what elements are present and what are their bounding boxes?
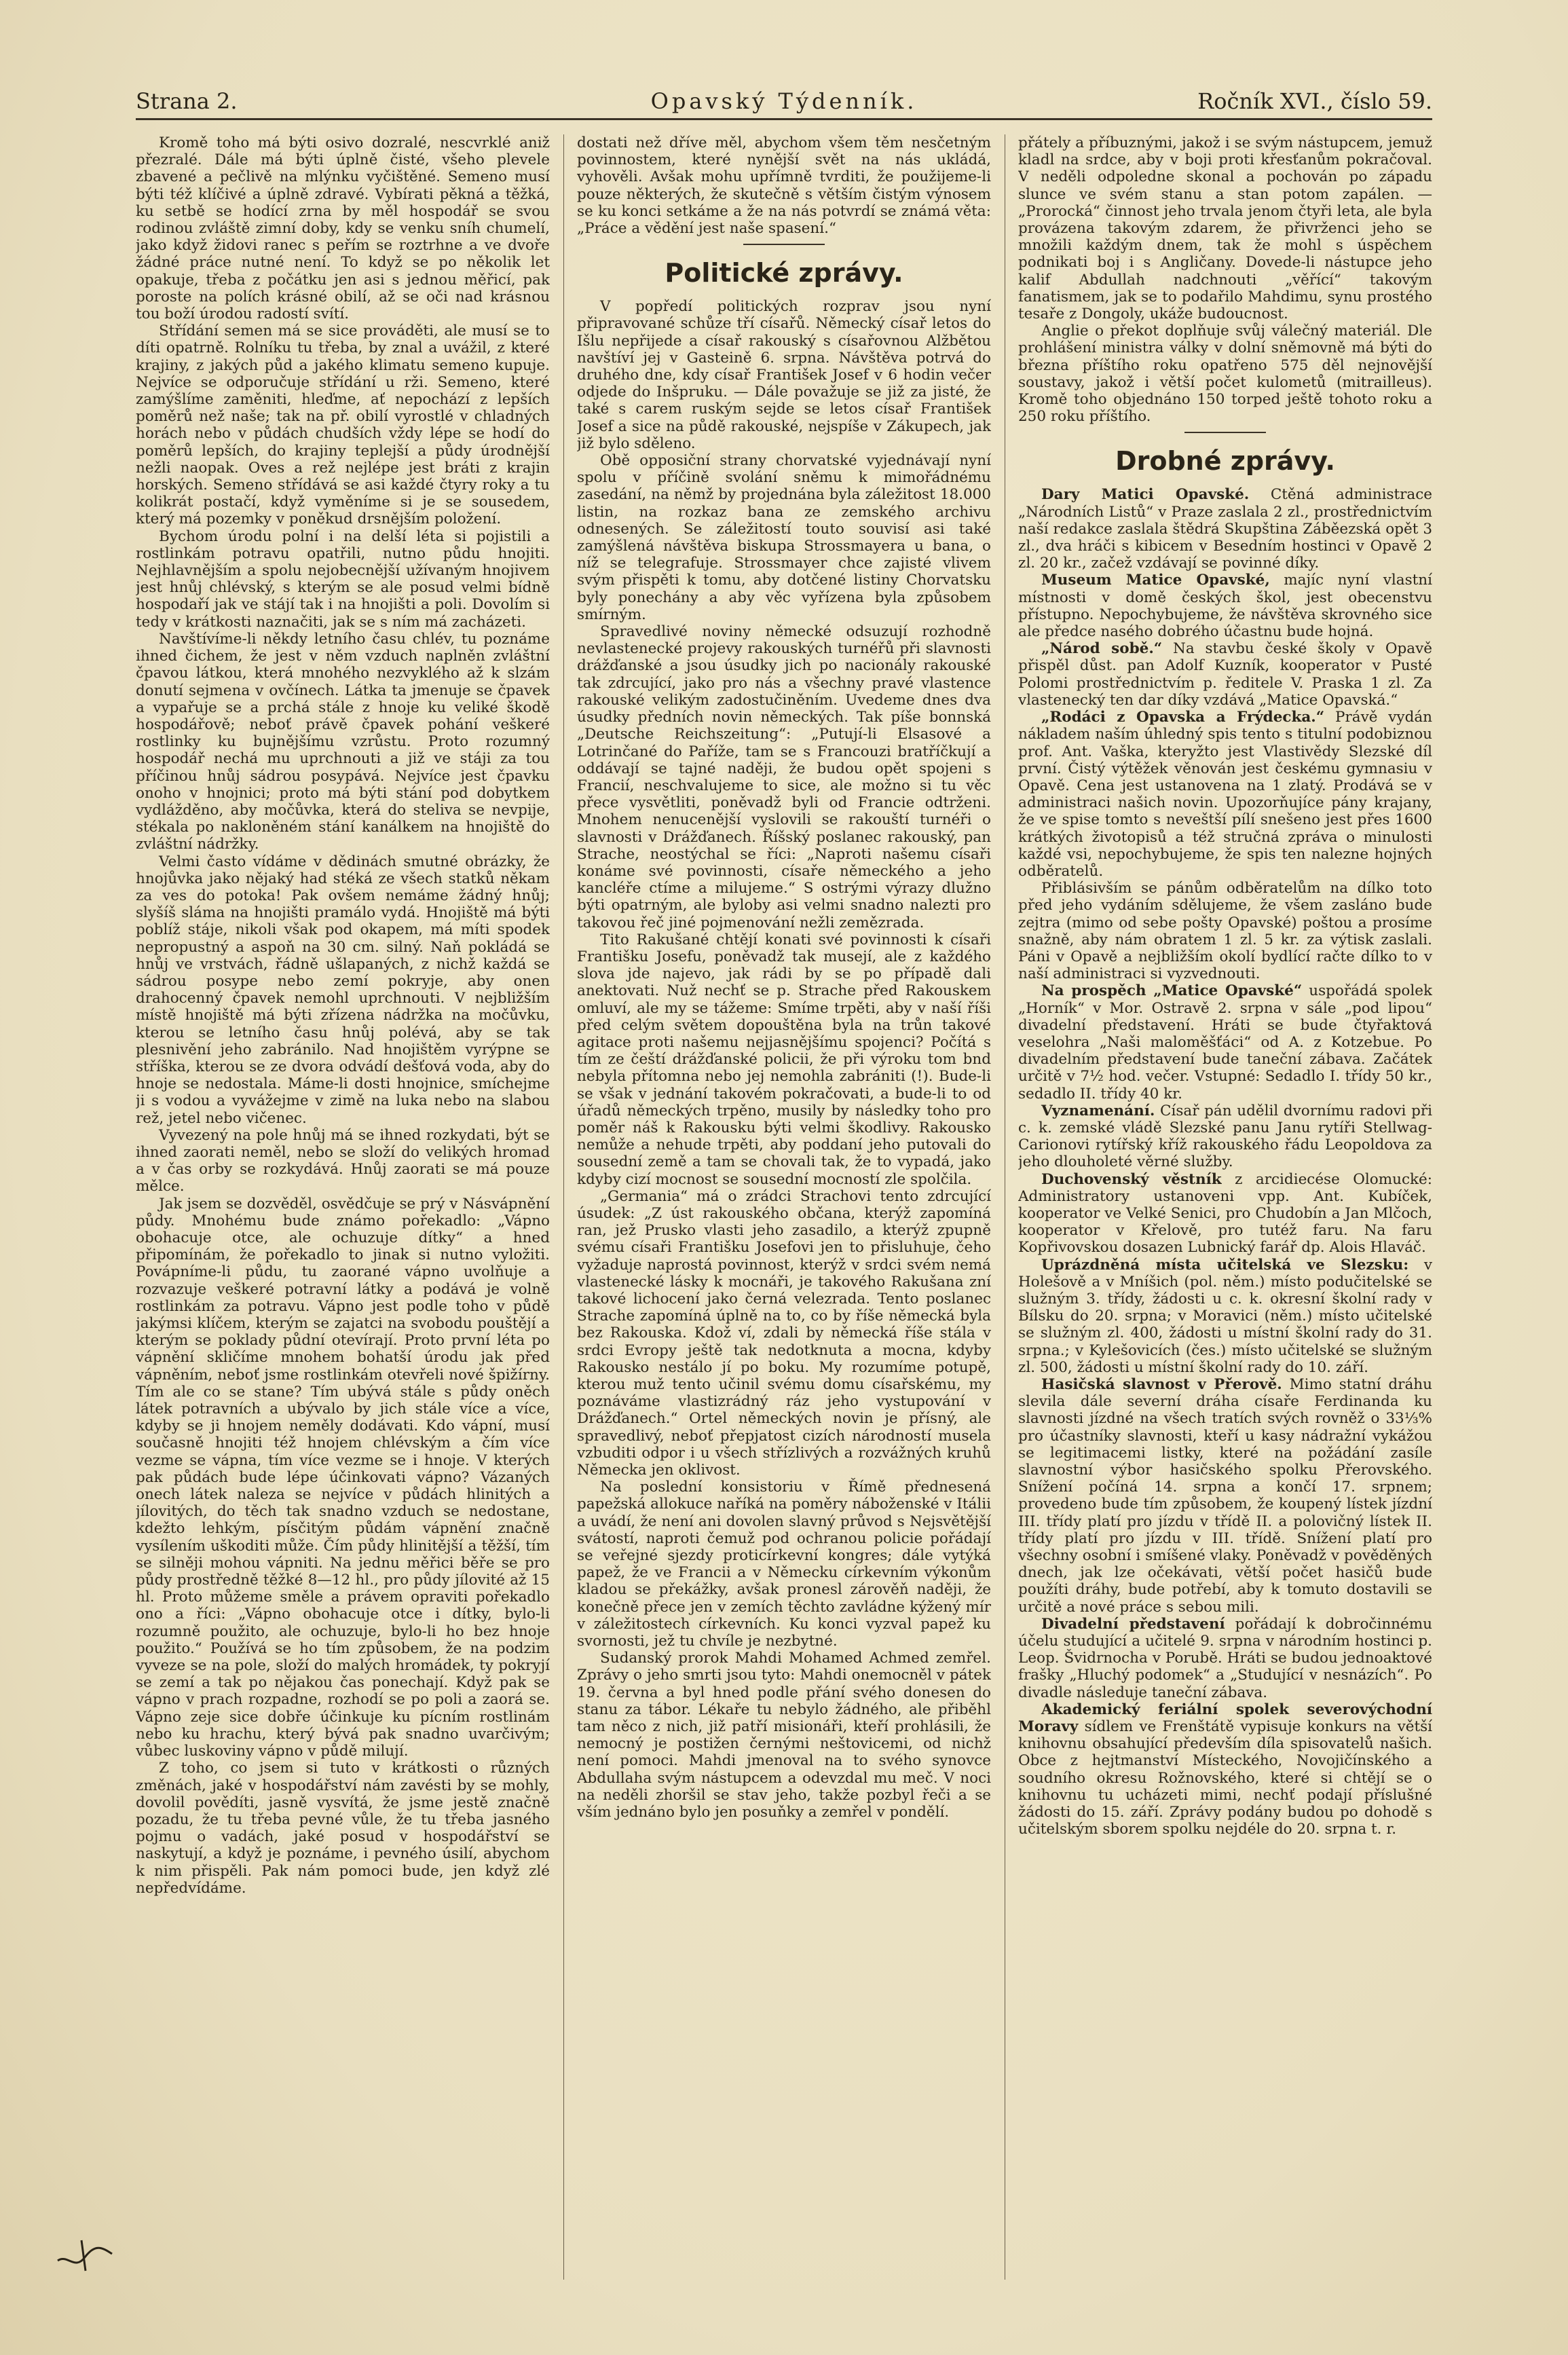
news-item — [1018, 982, 1432, 1102]
article-paragraph: Obě opposiční strany chorvatské vyjednávají nyní spolu v příčině svolání sněmu k mimořádnému zasedání, na němž by projednána byla záležitost 18.000 listin, na rozkaz bana ze zemského archivu odnesených. Se záležitostí touto souvisí asi také zamýšlená návštěva biskupa Strossmayera u bana, o níž se telegrafuje. Strossmayer chce zajisté vlivem svým přispěti k tomu, aby dotčené listiny Chorvatsku byly ponechány a aby věc vyřízena byla způsobem smírným. — [577, 452, 991, 623]
news-item-text: v Holešově a v Mníšich (pol. něm.) místo podučitelské se služným 3. třídy, žádosti u c. k. okresní školní rady v Bílsku do 20. srpna; v Moravici (něm.) místo učitelské se služným zl. 400, žádosti u místní školní rady do 31. srpna.; v Kylešovicích (čes.) místo učitelské se služným zl. 500, žádosti u místní školní rady do 10. září. — [1018, 1256, 1432, 1376]
news-item — [1018, 1171, 1432, 1257]
news-item — [1018, 1616, 1432, 1701]
news-item — [1018, 709, 1432, 880]
issue-info: Ročník XVI., číslo 59. — [1197, 88, 1432, 114]
article-paragraph: Jak jsem se dozvěděl, osvědčuje se prý v Násvápnění půdy. Mnohému bude známo pořekadlo: „Vápno obohacuje otce, ale ochuzuje dítky“ a hned připomínám, že pořekadlo to jinak si nutno vyložiti. Povápníme-li půdu, tu zaorané vápno uvolňuje a rozvazuje veškeré potravní látky a podává je volně rostlinkám za potravu. Vápno jest podle toho v půdě jakýmsi klíčem, kterým se zajatci na svobodu pouštějí a kterým se poklady půdní otevírají. Proto první léta po vápnění skličíme mnohem bohatší úrodu jak před vápněním, neboť jsme rostlinkám otevřeli nové špižírny. Tím ale co se stane? Tím ubývá stále s půdy oněch látek potravních a ubývalo by jich stále více a více, kdyby se ji hnojem neměly dodávati. Kdo vápní, musí současně hnojiti též hnojem chlévským a čím více vezme se vápna, tím více vezme se i hnoje. V kterých pak půdách bude lépe účinkovati vápno? Vázaných onech látek naleza se nejvíce v půdách hlinitých a jílovitých, do těch tak snadno vzduch se nedostane, kdežto lehkým, písčitým půdám vápnění značně vysílením uškoditi může. Čím půdy hlinitější a těžší, tím se silněji mohou vápniti. Na jednu měřici běře se pro půdy prostředně těžké 8—12 hl., pro půdy jílovité až 15 hl. Proto můžeme směle a právem opraviti pořekadlo ono a říci: „Vápno obohacuje otce i dítky, bylo-li rozumně použito, ale ochuzuje, bylo-li ho bez hnoje použito.“ Používá se ho tím způsobem, že na podzim vyveze se na pole, složí do malých hromádek, ty pokryjí se zemí a tak po nějakou čas ponechají. Když pak se vápno v prach rozpadne, rozhodí se po poli a zaorá se. Vápno zeje sice dobře účinkuje ku pícním rostlinám nebo ku hrachu, který bývá pak snadno uvarčivým; vůbec luskoviny vápno v půdě milují. — [136, 1195, 550, 1760]
section-divider — [743, 244, 825, 245]
column-2 — [577, 134, 991, 2280]
section-divider — [1184, 432, 1266, 433]
news-item-text: Mimo statní dráhu slevila dále severní dráha císaře Ferdinanda ku slavnosti jízdné na všech tratích svých rovněž o 33⅓% pro účastníky slavnosti, kteří u kasy nádražní vykážou se legitimacemi listky, které na požádání zasíle slavnostní výbor hasičského spolku Přerovského. Snížení počíná 14. srpna a končí 17. srpnem; provedeno bude tím způsobem, že koupený lístek jízdní III. třídy platí pro jízdu v třídě II. a polovičný lístek II. třídy platí pro jízdu v III. třídě. Snížení platí pro všechny osobní i smíšené vlaky. Poněvadž v pověděných dnech, jak lze očekávati, větší počet hasičů bude použíti dráhy, bude potřebí, aby k tomuto dostavili se určitě a nové práce s sebou mili. — [1018, 1376, 1432, 1616]
article-paragraph: Z toho, co jsem si tuto v krátkosti o různých změnách, jaké v hospodářství nám zavésti by se mohly, dovolil povědíti, jasně vysvítá, že jsme jestě značně pozadu, že tu třeba pevné vůle, že tu třeba jasného pojmu o vadách, jaké posud v hospodářství se naskytují, a když je poznáme, i pevného úsilí, abychom k nim přispěli. Pak nám pomoci bude, jen když zlé nepředvídáme. — [136, 1760, 550, 1897]
section-heading-small-news: Drobné zprávy. — [1115, 446, 1335, 477]
news-item-lead: Dary Matici Opavské. — [1041, 486, 1250, 504]
article-paragraph: Kromě toho má býti osivo dozralé, nescvrklé aniž přezralé. Dále má býti úplně čisté, všeho plevele zbavené a pečlivě na mlýnku vyčištěné. Semeno musí býti též klíčivé a úplně zdravé. Vybírati pěkná a těžká, ku setbě se hodící zrna by měl hospodář se svou rodinou zvláště zimní doby, kdy se venku sníh chumelí, jako když židovi ranec s peřím se roztrhne a ve dvoře žádné práce nutné není. To když se po několik let opakuje, třeba z počátku jen asi s jednou měřicí, pak poroste na polích krásné obilí, až se oči nad krásnou tou boží úrodou radostí svítí. — [136, 134, 550, 323]
news-item — [1018, 640, 1432, 709]
news-item — [1018, 486, 1432, 572]
news-item-lead: Na prospěch „Matice Opavské“ — [1041, 982, 1303, 1000]
news-item-text: pořádají k dobročinnému účelu studující a učitelé 9. srpna v národním hostinci p. Leop. Švidrnocha v Porubě. Hráti se budou jednoaktové frašky „Hluchý podomek“ a „Studující v nesnázích“. Po divadle následuje taneční zábava. — [1018, 1615, 1432, 1701]
news-item — [1018, 572, 1432, 640]
news-item-lead: Vyznamenání. — [1041, 1102, 1155, 1119]
news-item — [1018, 1102, 1432, 1171]
article-paragraph: dostati než dříve měl, abychom všem těm nesčetným povinnostem, které nynější svět na nás ukládá, vyhověli. Avšak mohu upřímně tvrditi, že použijeme-li pouze některých, že skutečně s větším čistým výnosem se ku konci setkáme a že na nás potvrdí se známá věta: „Práce a vědění jest naše spasení.“ — [577, 134, 991, 238]
news-item-text: Na stavbu české školy v Opavě přispěl důst. pan Adolf Kuzník, kooperator v Pusté Polomi prostřednictvím p. ředitele V. Praska 1 zl. Za vlastenecký ten dar díky vzdává „Matice Opavská.“ — [1018, 640, 1432, 709]
article-paragraph: Sudanský prorok Mahdi Mohamed Achmed zemřel. Zprávy o jeho smrti jsou tyto: Mahdi onemocněl v pátek 19. června a byl hned podle přání svého donesen do stanu za tábor. Lékaře tu nebylo žádného, ale přiběhl tam něco z nich, již patří misionáři, kteří prohlásili, že nemocný je postižen černými neštovicemi, od nichž není pomoci. Mahdi jmenoval na to svého synovce Abdullaha svým nástupcem a odevzdal mu meč. V noci na neděli zhoršil se stav jeho, takže pozbyl řeči a se vším jednáno bylo jen posuňky a zemřel v pondělí. — [577, 1650, 991, 1821]
column-3 — [1018, 134, 1432, 2280]
news-item-text: z arcidiecése Olomucké: Administratory ustanoveni vpp. Ant. Kubíček, kooperator ve Velké Senici, pro Chudobín a Jan Mlčoch, kooperator v Křelově, pro tutéž faru. Na faru Kopřivovskou dosazen Lubnický farář dp. Alois Hlaváč. — [1018, 1170, 1432, 1257]
column-divider — [563, 134, 564, 2280]
news-item-lead: Divadelní představení — [1041, 1615, 1225, 1633]
article-paragraph: Tito Rakušané chtějí konati své povinnosti k císaři Františku Josefu, poněvadž tak musejí, ale z každého slova jde najevo, jak rádi by se po případě dali anektovati. Nuž nechť se p. Strache před Rakouskem omluví, ale my se tážeme: Smíme trpěti, aby v naší říši před celým světem dopouštěna byla na trůn takové agitace proti našemu nejjasnějšímu spojenci? Počítá s tím ze čeští drážďanské policii, že při výroku tom bnd nebyla přítomna nebo jej nemohla zabrániti (!). Bude-li se však v jednání takovém pokračovati, a bude-li to od úřadů německých trpěno, musily by následky toho pro poměr náš k Rakousku býti velmi škodlivy. Rakousko nemůže a nehude trpěti, aby poddaní jeho putovali do sousední země a tam se chovali tak, že to vypadá, jako kdyby cizí mocnost se sousední mocností zle spolčila. — [577, 931, 991, 1188]
article-paragraph: V popředí politických rozprav jsou nyní připravované schůze tří císařů. Německý císař letos do Išlu nepřijede a císař rakouský s císařovnou Alžbětou navštíví jej v Gasteině 6. srpna. Návštěva potrvá do druhého dne, kdy císař František Josef v 6 hodin večer odjede do Inšpruku. — Dále považuje se již za jisté, že také s carem ruským sejde se letos císař František Josef a sice na půdě rakouské, nejspíše v Zákupech, jak již bylo sděleno. — [577, 298, 991, 452]
news-item-text: Přiblásivším se pánům odběratelům na dílko toto před jeho vydáním sdělujeme, že všem zasláno bude zejtra (mimo od sebe pošty Opavské) poštou a prosíme snažně, aby nám obratem 1 zl. 5 kr. za výtisk zaslali. Páni v Opavě a nejbližším okolí bydlící račte dílko to v naší administraci si vyzvednouti. — [1018, 880, 1432, 983]
news-item — [1018, 1701, 1432, 1838]
article-paragraph: Vyvezený na pole hnůj má se ihned rozkydati, být se ihned zaorati neměl, nebo se složí do velikých hromad a v čas orby se rozkydává. Hnůj zaorati se má pouze mělce. — [136, 1126, 550, 1195]
article-paragraph: Střídání semen má se sice prováděti, ale musí se to díti opatrně. Rolníku tu třeba, by znal a uvážil, z které krajiny, z jakých půd a jakého klimatu semeno kupuje. Nejvíce se odporučuje střídání u rži. Semeno, které zamýšlíme zaměniti, hleďme, ať nepochází z lepších poměrů než naše; tak na př. obilí vyrostlé v chladných horách nebo v půdách chudších vždy lépe se hodí do poměrů lepších, do krajiny teplejší a půdy úrodnější nežli naopak. Oves a rež nejlépe jest bráti z krajin horských. Semeno střídává se asi každé čtyry roky a tu kolikrát postačí, když vyměníme si je se sousedem, který má pozemky v poněkud drsnějším položení. — [136, 322, 550, 528]
article-paragraph: Navštívíme-li někdy letního času chlév, tu poznáme ihned čichem, že jest v něm vzduch naplněn zvláštní čpavou látkou, která mnohého nezvyklého až k slzám donutí sejmena v ovčínech. Látka ta jmenuje se čpavek a vypařuje se a prchá stále z hnoje ku veliké škodě hospodářově; neboť právě čpavek pohání veškeré rostlinky ku bujnějšímu vzrůstu. Proto rozumný hospodář nechá mu uprchnouti a již ve stáji za tou příčinou hnůj sádrou posypává. Nejvíce jest čpavku onoho v hnojnici; proto má býti stání pod dobytkem vydlážděno, aby močůvka, která do steliva se nevpije, stékala po nakloněném stání kanálkem na hnojiště do zvláštní nádržky. — [136, 630, 550, 853]
article-paragraph: „Germania“ má o zrádci Strachovi tento zdrcující úsudek: „Z úst rakouského občana, kterýž zapomíná ran, jež Prusko vlasti jeho zasadilo, a kterýž zpupně svému císaři Františku Josefovi jen to přisluhuje, čeho vyžaduje naprostá povinnost, kterýž v srdci svém nemá vlastenecké lásky k mocnáři, je takového Rakušana zní takové lichocení jako černá velezrada. Tento poslanec Strache zapomíná úplně na to, co by říše německá byla bez Rakouska. Kdož ví, zdali by německá říše stála v srdci Evropy ještě tak nedotknuta a mocna, kdyby Rakousko nestálo jí po boku. My rozumíme potupě, kterou muž tento učinil svému domu císařskému, my poznáváme vlastizrádný ráz jeho vystupování v Drážďanech.“ Ortel německých novin je přísný, ale spravedlivý, neboť přepjatost cizích národností musela vzbuditi odpor i u všech střízlivých a rozvážných kruhů Německa jen oklivost. — [577, 1187, 991, 1479]
article-paragraph: Anglie o překot doplňuje svůj válečný materiál. Dle prohlášení ministra války v dolní sněmovně má býti do března příštího roku opatřeno 575 děl nejnovější soustavy, jakož i větší počet kulometů (mitrailleus). Kromě toho objednáno 150 torped ještě tohoto roku a 250 roku příštího. — [1018, 322, 1432, 426]
news-item-lead: Akademický feriální spolek severovýchodní Moravy — [1018, 1701, 1432, 1736]
column-1 — [136, 134, 550, 2280]
handwritten-mark — [54, 2233, 115, 2274]
news-item-text: Císař pán udělil dvornímu radovi při c. k. zemské vládě Slezské panu Janu rytíři Stellwag-Carionovi rytířský kříž rakouského řádu Leopoldova za jeho dlouholeté věrné služby. — [1018, 1102, 1432, 1171]
article-paragraph: přátely a příbuznými, jakož i se svým nástupcem, jemuž kladl na srdce, aby v boji proti křesťanům pokračoval. V neděli odpoledne skonal a pochován po západu slunce ve svém stanu a stan potom zapálen. — „Prorocká“ činnost jeho trvala jenom čtyři leta, ale byla provázena takovým zdarem, že přivrženci jeho se množili každým dnem, tak že mohl s úspěchem podnikati boj i s Angličany. Dovede-li nástupce jeho kalif Abdullah nadchnouti „věřící“ takovým fanatismem, jak se to podařilo Mahdimu, synu prostého tesaře z Dongoly, ukáže budoucnost. — [1018, 134, 1432, 323]
article-paragraph: Spravedlivé noviny německé odsuzují rozhodně nevlastenecké projevy rakouských turnéřů při slavnosti drážďanské a jsou úsudky jich po nacionály rakouské tak zdrcující, jako pro nás a všechny pravé vlastence rakouské velikým zadostučiněním. Uvedeme dnes dva úsudky předních novin německých. Tak píše bonnská „Deutsche Reichszeitung“: „Putují-li Elsasové a Lotrinčané do Paříže, tam se s Francouzi bratříčkují a oddávají se tajné naději, že budou opět spojeni s Francií, neschvalujeme to sice, ale možno si tu věc přece vysvětliti, poněvadž byli od Francie odtrženi. Mnohem nenucenější vyslovili se rakouští turnéři o slavnosti v Drážďanech. Říšský poslanec rakouský, pan Strache, neostýchal se říci: „Naproti našemu císaři konáme své povinnosti, císaře německého a jeho kancléře ctíme a milujeme.“ S ostrými výrazy dlužno býti opatrným, ale byloby asi velmi snadno nalezti pro takovou řeč jiné pojmenování nežli zemězrada. — [577, 623, 991, 931]
columns — [136, 134, 1432, 2280]
news-item-text: majíc nyní vlastní místnosti v domě českých škol, jest obecenstvu přístupno. Nepochybujeme, že návštěva skrovného sice ale předce nasého dobrého účastnu bude hojná. — [1018, 572, 1432, 641]
newspaper-title: Opavský Týdenník. — [650, 88, 918, 114]
page-header — [136, 87, 1432, 120]
article-paragraph: Velmi často vídáme v dědinách smutné obrázky, že hnojůvka jako nějaký had stéká ze všech statků někam za ves do potoka! Pak ovšem nemáme žádný hnůj; slyšíš sláma na hnojišti pramálo vydá. Hnojiště má býti poblíž stáje, nikoli však pod okapem, má míti spodek nepropustný a aspoň na 30 cm. silný. Naň pokládá se hnůj ve vrstvách, řádně ušlapaných, z nichž každá se sádrou posype nebo zemí pokryje, aby onen drahocenný čpavek nemohl uprchnouti. V nejbližším místě hnojiště má býti zřízena nádržka na močůvku, kterou se letního času hnůj polévá, aby se tak plesnivění jeho zabránilo. Nad hnojištěm vyrýpne se stříška, kterou se ze dvora odvádí dešťová voda, aby do hnoje se nedostala. Máme-li dosti hnojnice, smíchejme ji s vodou a vyvážejme v zimě na luka nebo na slabou rež, jetel nebo vičenec. — [136, 853, 550, 1127]
news-item-text: uspořádá spolek „Horník“ v Mor. Ostravě 2. srpna v sále „pod lipou“ divadelní představení. Hráti se bude čtyřaktová veselohra „Naši maloměšťáci“ od A. z Kotzebue. Po divadelním představení bude taneční zábava. Začátek určitě v 7½ hod. večer. Vstupné: Sedadlo I. třídy 50 kr., sedadlo II. třídy 40 kr. — [1018, 982, 1432, 1102]
news-item-text: Právě vydán nákladem naším úhledný spis tento s titulní podobiznou prof. Ant. Vaška, kteryžto jest Vlastivědy Slezské díl první. Čistý výtěžek věnován jest českému gymnasiu v Opavě. Cena jest ustanovena na 1 zlatý. Prodává se v administraci našich novin. Upozorňujíce pány krajany, že ve spise tomto s neveštší pílí snešeno jest přes 1600 krátkých životopisů a též stručná zpráva o minulosti každé vsi, nepochybujeme, že spis ten naleznе hojných odběratelů. — [1018, 709, 1432, 880]
news-list — [1018, 486, 1432, 1838]
news-item-lead: „Národ sobě.“ — [1041, 640, 1163, 658]
news-item — [1018, 1376, 1432, 1616]
news-item-lead: Museum Matice Opavské, — [1041, 572, 1270, 589]
news-item — [1018, 880, 1432, 982]
news-item-lead: „Rodáci z Opavska a Frýdecka.“ — [1041, 709, 1325, 726]
news-item-lead: Duchovenský věstník — [1041, 1170, 1222, 1188]
section-heading-politics: Politické zprávy. — [665, 258, 903, 289]
article-paragraph: Na poslední konsistoriu v Římě přednesená papežská allokuce naříká na poměry náboženské v Itálii a uvádí, že není ani dovolen slavný průvod s Nejsvětější svátostí, naproti čemuž pod ochranou policie pořádají se veřejné sjezdy proticírkevní kongres; dále vytýká papež, že ve Francii a v Německu církevním výkonům kladou se překážky, avšak pronesl zárověň naději, že konečně přece jen v zemích těchto zavládne kýžený mír v záležitostech církevních. Ku konci vyzval papež ku svornosti, jež tu chvíle je nezbytné. — [577, 1479, 991, 1650]
page-number: Strana 2. — [136, 88, 238, 114]
news-item-text: Ctěná administrace „Národních Listů“ v Praze zaslala 2 zl., prostřednictvím naší redakce zaslala štědrá Skupština Záběezská opět 3 zl., dva hráči s kibicem v Besedním hostinci v Opavě 2 zl. 20 kr., začež vzdávají se povinné díky. — [1018, 486, 1432, 572]
news-item-lead: Hasičská slavnost v Přerově. — [1041, 1376, 1282, 1394]
news-item-lead: Uprázdněná místa učitelská ve Slezsku: — [1041, 1256, 1409, 1274]
news-item — [1018, 1257, 1432, 1376]
news-item-text: sídlem ve Frenštátě vypisuje konkurs na větší knihovnu obsahující především díla spisovatelů našich. Obce z hejtmanství Místeckého, Novojičínského a soudního okresu Rožnovského, které si chtějí se o knihovnu tu ucházeti mimi, nechť podají příslušné žádosti do 15. září. Zprávy podány budou po dohodě s učitelským sborem spolku nejdéle do 20. srpna t. r. — [1018, 1718, 1432, 1838]
article-paragraph: Bychom úrodu polní i na delší léta si pojistili a rostlinkám potravu opatřili, nutno půdu hnojiti. Nejhlavnějším a spolu nejobecnější užívaným hnojivem jest hnůj chlévský, s kterým se ale posud velmi bídně hospodaří jak ve stájí tak i na hnojišti a poli. Dovolím si tedy v krátkosti naznačiti, jak se s ním má zacházeti. — [136, 527, 550, 631]
